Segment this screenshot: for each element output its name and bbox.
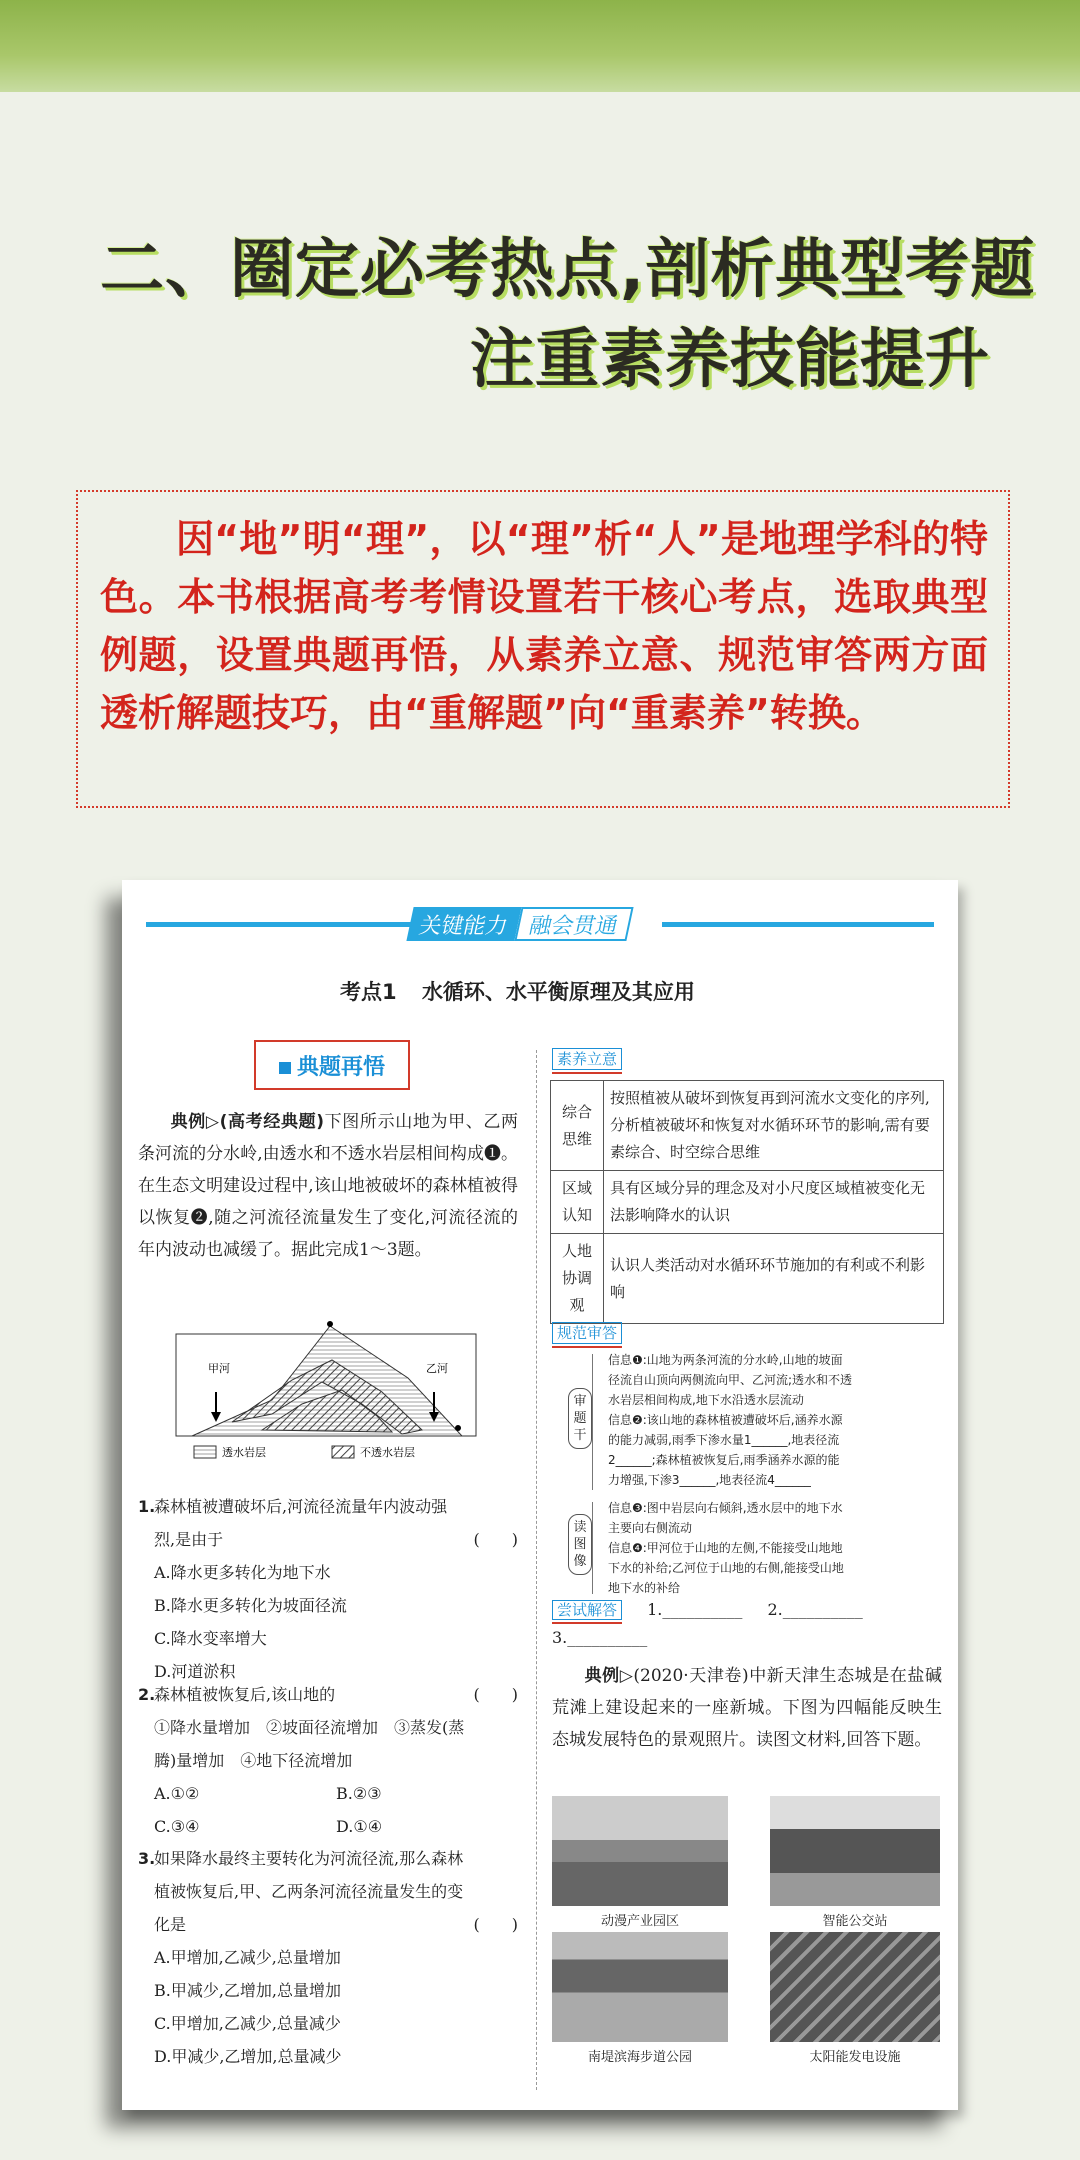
answer-blank[interactable]: 2.__________: [767, 1600, 863, 1619]
square-icon: [279, 1062, 291, 1074]
guifan-tag: 规范审答: [552, 1322, 622, 1344]
photo-solar-facility: [770, 1932, 940, 2042]
example2-text: 中新天津生态城是在盐碱荒滩上建设起来的一座新城。下图为四幅能反映生态城发展特色的景观照片。读图文材料,回答下题。: [552, 1666, 942, 1750]
example2-source: (2020·天津卷): [633, 1666, 749, 1686]
option: D.①④: [336, 1817, 383, 1836]
table-row: 综合思维 按照植被从破坏到恢复再到河流水文变化的序列,分析植被破坏和恢复对水循环环节的影响,需有要素综合、时空综合思维: [551, 1081, 944, 1171]
option: C.③④: [154, 1817, 200, 1836]
option: A.降水更多转化为地下水: [154, 1563, 331, 1582]
river-a-label: 甲河: [208, 1362, 230, 1375]
dianti-box: [254, 1040, 410, 1090]
suyang-tag: 素养立意: [552, 1048, 622, 1070]
shenti-label: 审题干: [568, 1388, 592, 1449]
kaodian-heading: [340, 976, 695, 1006]
photo-caption: 太阳能发电设施: [809, 2050, 901, 2065]
answer-blank[interactable]: 3.__________: [552, 1628, 648, 1647]
photo-bus-station: [770, 1796, 940, 1906]
changshi-tag: 尝试解答: [552, 1600, 622, 1620]
dutu-block: 读图像 信息❸:图中岩层向右倾斜,透水层中的地下水 主要向右侧流动 信息❹:甲河位于山地的左侧,不能接受山地地 下水的补给;乙河位于山地的右侧,能接受山地 地下水的补给: [552, 1498, 942, 1602]
question-1: 1. 森林植被遭破坏后,河流径流量年内波动强 烈,是由于 ( ) A.降水更多转化为地下水 B.降水更多转化为坡面径流 C.降水变率增大 D.河道淤积: [138, 1490, 518, 1688]
question-2-stem: 森林植被恢复后,该山地的: [154, 1685, 336, 1704]
play-icon: ▷: [205, 1112, 220, 1132]
example2-label: 典例: [584, 1666, 620, 1686]
kaodian-label: 考点1: [340, 980, 397, 1004]
banner-line-right: [662, 922, 934, 927]
example1-label: 典例: [170, 1112, 206, 1132]
legend-permeable: 透水岩层: [222, 1446, 266, 1459]
table-row: 人地协调观 认识人类活动对水循环环节施加的有利或不利影响: [551, 1234, 944, 1324]
example1-text: 下图所示山地为甲、乙两条河流的分水岭,由透水和不透水岩层相间构成❶。在生态文明建设过程中,该山地被破坏的森林植被得以恢复❷,随之河流径流量发生了变化,河流径流的年内波动也减缓了。据此完成1～3题。: [138, 1112, 519, 1260]
example2: [552, 1660, 942, 1756]
dutu-label: 读图像: [568, 1514, 592, 1575]
dianti-label: 典题再悟: [296, 1054, 385, 1080]
try-answer-row: [552, 1600, 863, 1647]
photo-anime-park: [552, 1796, 728, 1906]
option: D.河道淤积: [154, 1662, 236, 1681]
legend-impermeable: 不透水岩层: [360, 1446, 415, 1459]
river-b-label: 乙河: [426, 1362, 448, 1375]
example1: [138, 1106, 518, 1266]
option: A.甲增加,乙减少,总量增加: [154, 1948, 341, 1967]
top-green-bar: [0, 0, 1080, 92]
headline-line2: 注重素养技能提升: [470, 323, 990, 397]
column-divider: [536, 1050, 537, 2090]
kaodian-title: 水循环、水平衡原理及其应用: [421, 980, 695, 1004]
shenti-block: 审题干 信息❶:山地为两条河流的分水岭,山地的坡面 径流自山顶向两侧流向甲、乙河流;透水和不透 水岩层相间构成,地下水沿透水层流动 信息❷:该山地的森林植被遭破坏后,涵养水源 的能力减弱,雨季下渗水量1______,地表径流 2______;森林植被恢复后,雨季涵养水源的能 力增强,下渗3______,地表径流4______: [552, 1350, 942, 1500]
banner-right-text: 融会贯通: [514, 907, 633, 941]
intro-text: 因“地”明“理”，以“理”析“人”是地理学科的特色。本书根据高考考情设置若干核心考点，选取典型例题，设置典题再悟，从素养立意、规范审答两方面透析解题技巧，由“重解题”向“重素养”转换。: [100, 517, 988, 735]
section-banner: [410, 907, 630, 941]
banner-line-left: [146, 922, 416, 927]
question-1-stem: 森林植被遭破坏后,河流径流量年内波动强: [154, 1497, 448, 1516]
option: C.甲增加,乙减少,总量减少: [154, 2014, 341, 2033]
example1-source: (高考经典题): [219, 1112, 325, 1132]
option: B.甲减少,乙增加,总量增加: [154, 1981, 342, 2000]
photo-seaside-park: [552, 1932, 728, 2042]
photo-caption: 智能公交站: [822, 1914, 888, 1929]
table-row: 区域认知 具有区域分异的理念及对小尺度区域植被变化无法影响降水的认识: [551, 1171, 944, 1234]
intro-box: [76, 490, 1010, 808]
headline-line1: 二、圈定必考热点,剖析典型考题: [100, 233, 1036, 307]
question-2: 2. 森林植被恢复后,该山地的 ( ) ①降水量增加 ②坡面径流增加 ③蒸发(蒸 腾)量增加 ④地下径流增加 A.①② B.②③ C.③④ D.①④: [138, 1678, 518, 1843]
sample-page: [122, 880, 958, 2110]
banner-left-text: 关键能力: [406, 907, 521, 941]
play-icon: ▷: [619, 1666, 634, 1686]
question-3: 3. 如果降水最终主要转化为河流径流,那么森林 植被恢复后,甲、乙两条河流径流量发生的变 化是 ( ) A.甲增加,乙减少,总量增加 B.甲减少,乙增加,总量增加 C.甲增加,乙减少,总量减少 D.甲减少,乙增加,总量减少: [138, 1842, 518, 2073]
suyang-table: [550, 1080, 944, 1324]
option: A.①②: [154, 1784, 200, 1803]
question-3-stem: 如果降水最终主要转化为河流径流,那么森林: [154, 1849, 464, 1868]
photo-caption: 动漫产业园区: [600, 1914, 679, 1929]
option: B.降水更多转化为坡面径流: [154, 1596, 347, 1615]
option: B.②③: [336, 1784, 382, 1803]
option: D.甲减少,乙增加,总量减少: [154, 2047, 342, 2066]
mountain-diagram: [172, 1320, 492, 1480]
option: C.降水变率增大: [154, 1629, 267, 1648]
answer-blank[interactable]: 1.__________: [647, 1600, 743, 1619]
photo-caption: 南堤滨海步道公园: [587, 2050, 692, 2065]
